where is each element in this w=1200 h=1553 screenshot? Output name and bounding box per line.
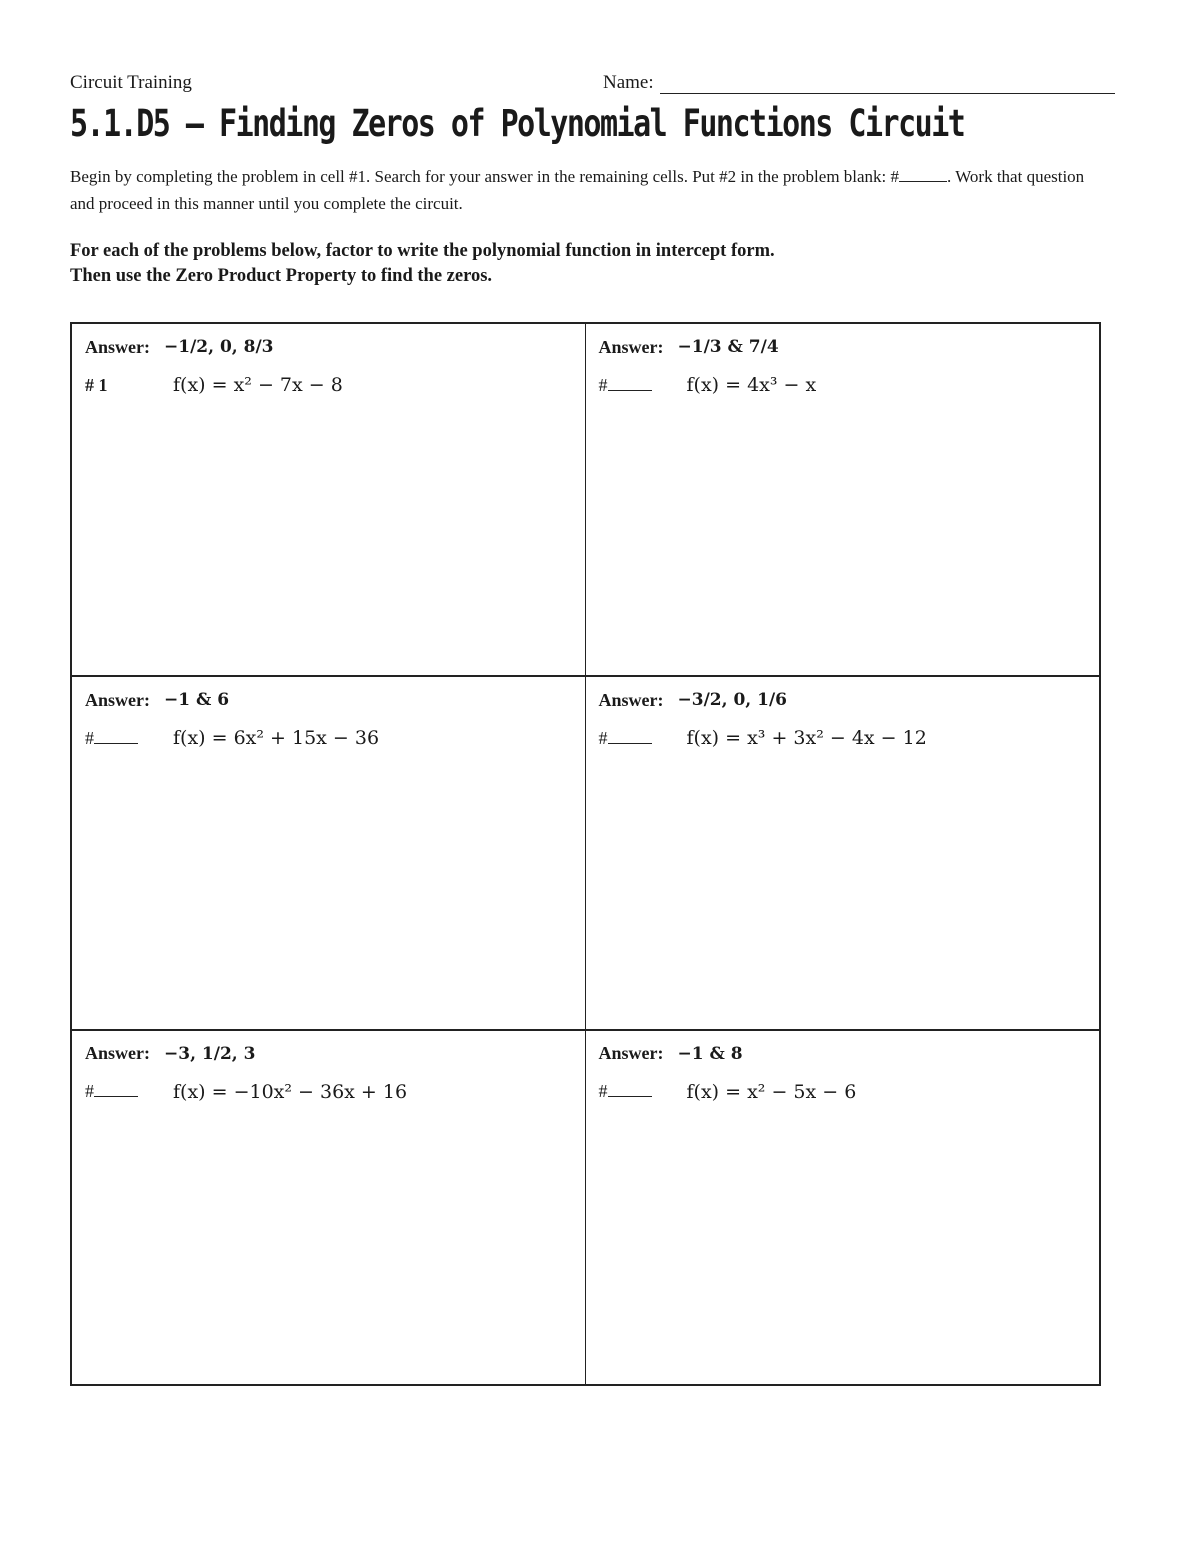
circuit-cell bbox=[586, 324, 1100, 677]
answer-row bbox=[599, 334, 779, 360]
instructions bbox=[70, 163, 1100, 217]
problem-number: # 1 bbox=[85, 374, 108, 395]
answer-value: −1/2, 0, 8/3 bbox=[164, 337, 274, 357]
answer-label: Answer: bbox=[598, 336, 664, 357]
circuit-cell bbox=[586, 677, 1100, 1030]
course-label: Circuit Training bbox=[70, 72, 192, 93]
circuit-grid bbox=[70, 322, 1101, 1386]
name-label: Name: bbox=[603, 72, 654, 93]
answer-row bbox=[599, 1041, 743, 1067]
circuit-cell bbox=[72, 1031, 586, 1384]
answer-row bbox=[85, 334, 273, 360]
circuit-cell bbox=[72, 677, 586, 1030]
answer-value: −1/3 & 7/4 bbox=[677, 337, 779, 357]
name-input-line[interactable] bbox=[660, 73, 1115, 94]
circuit-cell bbox=[586, 1031, 1100, 1384]
answer-value: −1 & 8 bbox=[677, 1043, 743, 1064]
problem-number bbox=[599, 728, 687, 749]
number-blank[interactable] bbox=[608, 729, 652, 744]
problem-row bbox=[85, 1081, 407, 1103]
problem-formula: f(x) = 6x² + 15x − 36 bbox=[173, 727, 380, 750]
problem-row bbox=[599, 374, 817, 396]
answer-row bbox=[85, 1041, 255, 1067]
hash-label: # bbox=[85, 727, 94, 748]
problem-formula: f(x) = −10x² − 36x + 16 bbox=[173, 1080, 408, 1103]
directive-line-2: Then use the Zero Product Property to find the zeros. bbox=[70, 266, 493, 286]
answer-label: Answer: bbox=[598, 1043, 664, 1064]
problem-formula: f(x) = 4x³ − x bbox=[686, 374, 817, 396]
problem-row bbox=[599, 1081, 857, 1103]
problem-row bbox=[85, 374, 343, 396]
answer-label: Answer: bbox=[85, 1043, 150, 1064]
number-blank[interactable] bbox=[94, 729, 138, 744]
problem-number bbox=[85, 1081, 173, 1102]
instructions-part-1: Begin by completing the problem in cell #1. Search for your answer in the remaining cells. Put #2 in the problem blank: # bbox=[70, 167, 900, 186]
problem-row bbox=[599, 727, 927, 749]
directive-line-1: For each of the problems below, factor to write the polynomial function in intercept form. bbox=[70, 241, 775, 261]
answer-label: Answer: bbox=[85, 689, 150, 710]
answer-value: −1 & 6 bbox=[164, 690, 230, 711]
hash-label: # bbox=[85, 1081, 94, 1102]
problem-number bbox=[599, 1081, 687, 1102]
answer-label: Answer: bbox=[85, 336, 150, 357]
problem-number bbox=[599, 375, 687, 396]
answer-row bbox=[85, 687, 229, 713]
directive bbox=[70, 239, 1120, 289]
instructions-blank bbox=[899, 167, 947, 182]
name-field bbox=[603, 72, 1115, 94]
problem-number bbox=[85, 728, 173, 749]
circuit-cell bbox=[72, 324, 586, 677]
answer-label: Answer: bbox=[598, 689, 664, 710]
hash-label: # bbox=[598, 1081, 608, 1102]
worksheet-title: 5.1.D5 – Finding Zeros of Polynomial Functions Circuit bbox=[70, 102, 965, 146]
problem-formula: f(x) = x² − 7x − 8 bbox=[173, 374, 343, 396]
problem-formula: f(x) = x² − 5x − 6 bbox=[686, 1080, 857, 1103]
number-blank[interactable] bbox=[608, 1082, 652, 1097]
number-blank[interactable] bbox=[608, 376, 652, 391]
number-blank[interactable] bbox=[94, 1082, 138, 1097]
hash-label: # bbox=[598, 727, 608, 748]
answer-value: −3, 1/2, 3 bbox=[164, 1043, 256, 1064]
problem-formula: f(x) = x³ + 3x² − 4x − 12 bbox=[686, 727, 927, 750]
instructions-part-2: . Work that question and proceed in this manner until you complete the circuit. bbox=[70, 167, 1085, 213]
problem-row bbox=[85, 727, 379, 749]
hash-label: # bbox=[598, 374, 608, 395]
answer-value: −3/2, 0, 1/6 bbox=[677, 690, 787, 711]
answer-row bbox=[599, 687, 787, 713]
